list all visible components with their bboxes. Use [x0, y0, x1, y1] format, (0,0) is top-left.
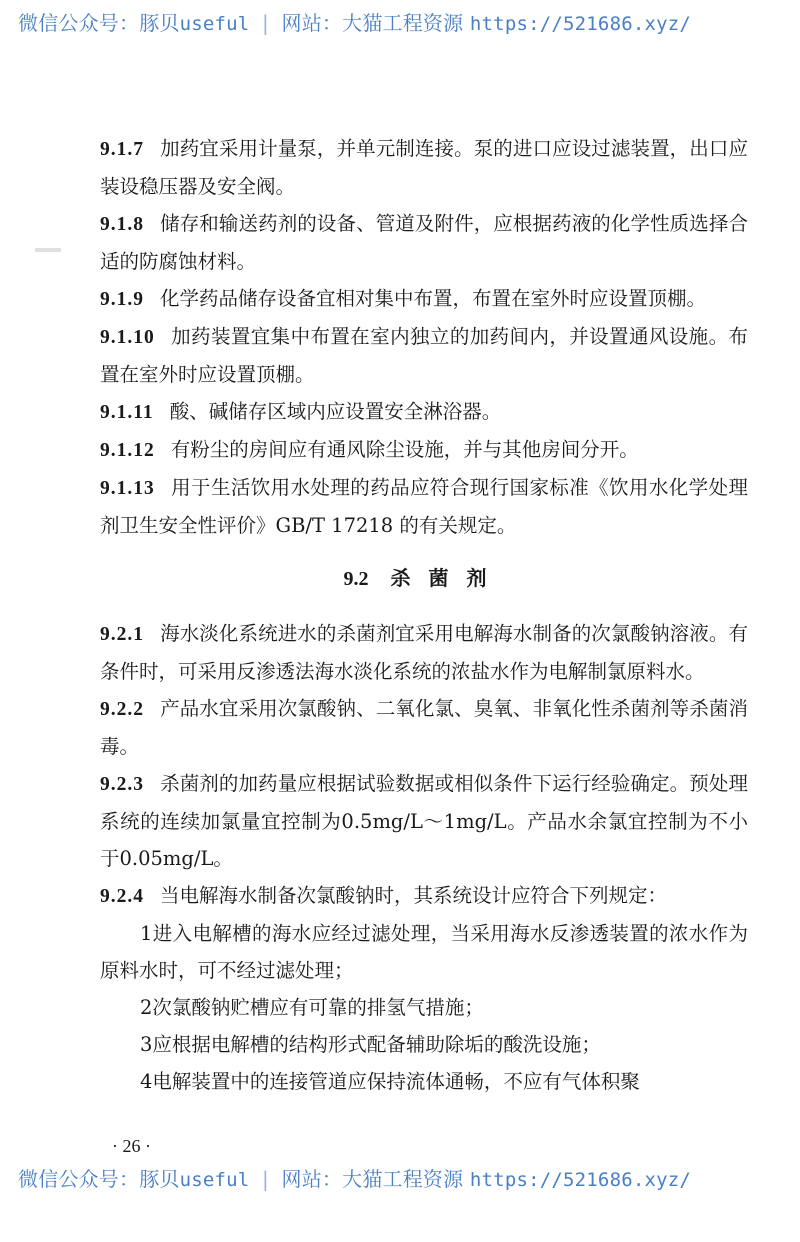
clause-text: 储存和输送药剂的设备、管道及附件，应根据药液的化学性质选择合适的防腐蚀材料。: [100, 212, 748, 273]
list-item-number: 2: [140, 996, 153, 1019]
watermark-header: [18, 7, 788, 36]
watermark-footer: [18, 1163, 788, 1192]
clause-number: 9.2.3: [100, 774, 144, 795]
section-number: 9.2: [343, 568, 369, 590]
list-item-number: 3: [140, 1033, 153, 1056]
clause: [100, 205, 748, 280]
list-item: [100, 915, 748, 989]
clause: [100, 469, 748, 544]
list-item-number: 1: [140, 922, 153, 945]
clause: [100, 615, 748, 690]
clause: [100, 130, 748, 205]
clause-text: 产品水宜采用次氯酸钠、二氧化氯、臭氧、非氧化性杀菌剂等杀菌消毒。: [100, 697, 748, 758]
list-item-text: 次氯酸钠贮槽应有可靠的排氢气措施；: [152, 996, 484, 1019]
clause: [100, 877, 748, 915]
clause-number: 9.1.10: [100, 327, 155, 348]
clause-text: 用于生活饮用水处理的药品应符合现行国家标准《饮用水化学处理剂卫生安全性评价》GB/T 17218 的有关规定。: [100, 476, 748, 537]
clause-number: 9.1.11: [100, 402, 154, 423]
clause: [100, 765, 748, 877]
clause-number: 9.2.2: [100, 699, 144, 720]
clause: [100, 431, 748, 469]
clause-number: 9.2.4: [100, 886, 144, 907]
clause-text: 化学药品储存设备宜相对集中布置，布置在室外时应设置顶棚。: [160, 287, 707, 310]
clause-number: 9.1.13: [100, 478, 155, 499]
clause-text: 有粉尘的房间应有通风除尘设施，并与其他房间分开。: [170, 438, 639, 461]
clause-text: 当电解海水制备次氯酸钠时，其系统设计应符合下列规定：: [160, 884, 668, 907]
clause-text: 酸、碱储存区域内应设置安全淋浴器。: [169, 400, 502, 423]
clause-number: 9.1.12: [100, 440, 155, 461]
clause-number: 9.1.9: [100, 289, 144, 310]
watermark-site-url[interactable]: https://521686.xyz/: [469, 1169, 692, 1191]
clause-text: 加药装置宜集中布置在室内独立的加药间内，并设置通风设施。布置在室外时应设置顶棚。: [100, 325, 748, 386]
list-item-text: 电解装置中的连接管道应保持流体通畅，不应有气体积聚: [152, 1070, 640, 1093]
clause-text: 海水淡化系统进水的杀菌剂宜采用电解海水制备的次氯酸钠溶液。有条件时，可采用反渗透法海水淡化系统的浓盐水作为电解制氯原料水。: [100, 622, 748, 683]
watermark-site-label: 网站：大猫工程资源: [281, 1167, 464, 1191]
section-title: 杀菌剂: [390, 566, 505, 590]
watermark-site-url[interactable]: https://521686.xyz/: [469, 13, 692, 35]
clause: [100, 393, 748, 431]
watermark-site-label: 网站：大猫工程资源: [281, 11, 464, 35]
list-item: [100, 1026, 748, 1063]
list-item-number: 4: [140, 1070, 153, 1093]
clause: [100, 318, 748, 393]
watermark-wechat-name: useful: [179, 1169, 250, 1191]
list-item: [100, 989, 748, 1026]
clause-text: 加药宜采用计量泵，并单元制连接。泵的进口应设过滤装置，出口应装设稳压器及安全阀。: [100, 137, 748, 198]
watermark-wechat-label: 微信公众号：豚贝: [18, 1167, 180, 1191]
watermark-wechat-label: 微信公众号：豚贝: [18, 11, 180, 35]
clause-number: 9.1.8: [100, 214, 144, 235]
clause-text: 杀菌剂的加药量应根据试验数据或相似条件下运行经验确定。预处理系统的连续加氯量宜控制为0.5mg/L～1mg/L。产品水余氯宜控制为不小于0.05mg/L。: [100, 772, 748, 870]
page-number: · 26 ·: [112, 1136, 151, 1156]
list-item-text: 进入电解槽的海水应经过滤处理，当采用海水反渗透装置的浓水作为原料水时，可不经过滤处理；: [100, 922, 748, 982]
list-item: [100, 1063, 748, 1100]
clause: [100, 690, 748, 765]
section-heading: [100, 558, 748, 599]
clause: [100, 280, 748, 318]
document-body: [100, 130, 748, 1100]
watermark-wechat-name: useful: [179, 13, 250, 35]
clause-number: 9.1.7: [100, 139, 144, 160]
scan-smudge: [35, 248, 61, 252]
clause-number: 9.2.1: [100, 624, 144, 645]
watermark-separator: |: [262, 1167, 269, 1191]
list-item-text: 应根据电解槽的结构形式配备辅助除垢的酸洗设施；: [152, 1033, 601, 1056]
watermark-separator: |: [262, 11, 269, 35]
